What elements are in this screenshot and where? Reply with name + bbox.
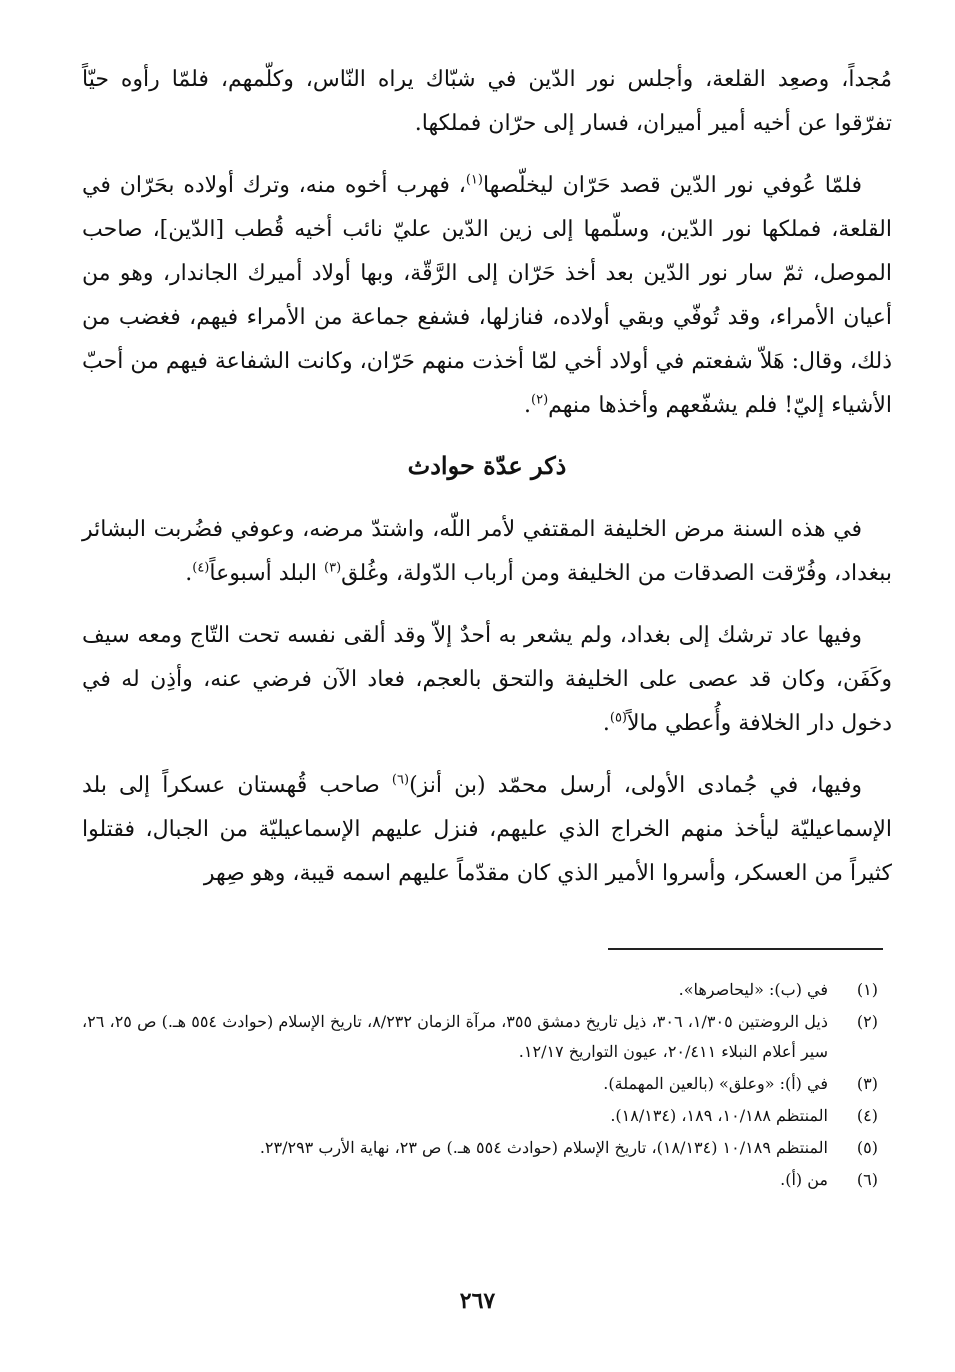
footnote — [82, 1069, 882, 1099]
footnote-ref[interactable]: (٦) — [391, 772, 410, 788]
footnote-text: في (أ): «وعلق» (بالعين المهملة). — [603, 1074, 828, 1093]
footnote — [82, 975, 882, 1005]
paragraph — [82, 58, 892, 146]
footnote-text: في (ب): «ليحاصرها». — [678, 980, 828, 999]
paragraph-text: وفيها، في جُمادى الأولى، أرسل محمّد (بن أنز) — [409, 773, 863, 798]
footnotes — [82, 975, 882, 1197]
paragraph-text: . — [185, 561, 193, 586]
footnote-number: (٣) — [856, 1074, 878, 1093]
footnote-number: (٦) — [856, 1170, 878, 1189]
main-text — [82, 58, 892, 914]
footnote-text: ذيل الروضتين ١/٣٠٥، ٣٠٦، ذيل تاريخ دمشق ٣٥٥، مرآة الزمان ٨/٢٣٢، تاريخ الإسلام (حوادث ٥٥٤ هـ.) ص ٢٥، ٢٦، سير أعلام النبلاء ٢٠/٤١١، عيون التواريخ ١٢/١٧. — [82, 1012, 829, 1061]
paragraph-text: وفيها عاد ترشك إلى بغداد، ولم يشعر به أحدٌ إلاّ وقد ألقى نفسه تحت التّاج ومعه سيف وكَفَن، وكان قد عصى على الخليفة والتحق بالعجم، فعاد الآن فرضي عنه، وأذِن له في دخول دار الخلافة وأُعطي مالاً — [82, 623, 892, 736]
footnote-divider — [608, 948, 883, 950]
paragraph — [82, 508, 892, 596]
paragraph — [82, 764, 892, 896]
footnote-number: (١) — [856, 980, 878, 999]
page-number: ٢٦٧ — [459, 1288, 496, 1314]
footnote-text: من (أ). — [780, 1170, 828, 1189]
paragraph-text: صاحب قُهستان عسكراً إلى بلد الإسماعيليّة ليأخذ منهم الخراج الذي عليهم، فنزل عليهم الإسماعيليّة من الجبال، فقتلوا كثيراً من العسكر، وأسروا الأمير الذي كان مقدّماً عليهم اسمه قيبة، وهو صِهر — [82, 773, 892, 886]
footnote-text: المنتظم ١٠/١٨٨، ١٨٩، (١٨/١٣٤). — [610, 1106, 828, 1125]
footnote-ref[interactable]: (٤) — [192, 560, 210, 576]
footnote — [82, 1007, 882, 1067]
paragraph-text: ، فهرب أخوه منه، وترك أولاده بحَرّان في القلعة، فملكها نور الدّين، وسلّمها إلى زين الدّين عليّ نائب أخيه قُطب [الدّين]، صاحب الموصل، ثمّ سار نور الدّين بعد أخذ حَرّان إلى الرَّقّة، وبها أولاد أميرك الجاندار، وهو من أعيان الأمراء، وقد تُوفّي وبقي أولاده، فنازلها، فشفع جماعة من الأمراء فيهم، فغضب من ذلك، وقال: هَلاّ شفعتم في أولاد أخي لمّا أخذت منهم حَرّان، وكانت الشفاعة فيهم من أحبّ الأشياء إليّ! فلم يشفّعهم وأخذها منهم — [82, 173, 893, 418]
paragraph-text: البلد أسبوعاً — [209, 561, 325, 586]
footnote-text: المنتظم ١٠/١٨٩ (١٨/١٣٤)، تاريخ الإسلام (حوادث ٥٥٤ هـ.) ص ٢٣، نهاية الأرب ٢٣/٢٩٣. — [259, 1138, 828, 1157]
footnote — [82, 1101, 882, 1131]
footnote-number: (٤) — [856, 1106, 878, 1125]
footnote-ref[interactable]: (٣) — [324, 560, 342, 576]
footnote — [82, 1133, 882, 1163]
footnote-number: (٢) — [856, 1012, 878, 1031]
paragraph — [82, 614, 892, 746]
footnote — [82, 1165, 882, 1195]
footnote-ref[interactable]: (٢) — [531, 392, 549, 408]
footnote-ref[interactable]: (١) — [465, 172, 483, 188]
paragraph-text: مُجداً، وصعِد القلعة، وأجلس نور الدّين في شبّاك يراه النّاس، وكلّمهم، فلمّا رأوه حيّاً تفرّقوا عن أخيه أمير أميران، فسار إلى حرّان فملكها. — [82, 67, 892, 136]
footnote-number: (٥) — [856, 1138, 878, 1157]
paragraph-text: في هذه السنة مرض الخليفة المقتفي لأمر اللّه، واشتدّ مرضه، وعوفي فضُربت البشائر ببغداد، وفُرّقت الصدقات من الخليفة ومن أرباب الدّولة، وغُلق — [82, 517, 892, 586]
footnote-ref[interactable]: (٥) — [609, 710, 627, 726]
paragraph-text: فلمّا عُوفي نور الدّين قصد حَرّان ليخلّصها — [482, 173, 862, 198]
paragraph — [82, 164, 892, 428]
section-heading: ذكر عدّة حوادث — [407, 451, 567, 480]
paragraph-text: . — [602, 711, 610, 736]
paragraph-text: . — [524, 393, 531, 418]
